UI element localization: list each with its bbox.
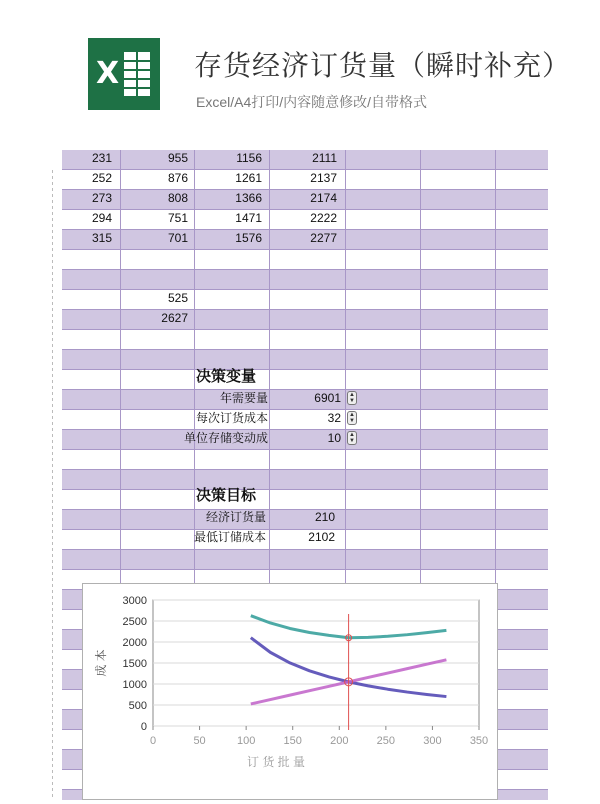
decision-var-label: 单位存储变动成 <box>183 431 268 445</box>
cell[interactable]: 2174 <box>310 191 337 205</box>
page-edge-divider <box>52 170 53 800</box>
cell[interactable]: 701 <box>167 231 188 245</box>
cell[interactable]: 525 <box>167 291 188 305</box>
decision-goal-value[interactable]: 210 <box>314 510 335 524</box>
spreadsheet-icon <box>124 52 150 96</box>
y-tick-label: 1500 <box>122 658 147 670</box>
y-tick-label: 3000 <box>122 595 147 607</box>
cell[interactable]: 231 <box>91 151 112 165</box>
x-tick-label: 300 <box>423 735 442 747</box>
cell[interactable]: 252 <box>91 171 112 185</box>
x-tick-label: 250 <box>376 735 396 747</box>
cell[interactable]: 876 <box>167 171 188 185</box>
cell[interactable]: 1576 <box>235 231 262 245</box>
decision-var-label: 每次订货成本 <box>195 411 268 425</box>
grid-row <box>62 350 548 370</box>
cell[interactable]: 2137 <box>310 171 337 185</box>
y-tick-label: 2000 <box>122 637 147 649</box>
x-tick-label: 0 <box>149 735 157 747</box>
cell[interactable]: 1471 <box>235 211 262 225</box>
grid-row <box>62 470 548 490</box>
cell[interactable]: 2627 <box>161 311 188 325</box>
decision-var-value[interactable]: 10 <box>327 431 341 445</box>
cell[interactable]: 1156 <box>236 151 262 165</box>
decision-goal-value[interactable]: 2102 <box>308 530 335 544</box>
spinner-control[interactable]: ▲ ▼ <box>347 391 357 405</box>
decision-goal-heading: 决策目标 <box>196 487 257 504</box>
grid-row <box>62 450 548 470</box>
grid-row <box>62 270 548 290</box>
x-tick-label: 200 <box>330 735 349 747</box>
x-axis-label: 订 货 批 量 <box>246 755 306 769</box>
decision-var-value[interactable]: 32 <box>327 411 341 425</box>
cell[interactable]: 273 <box>91 191 112 205</box>
cell[interactable]: 2222 <box>310 211 337 225</box>
cost-chart[interactable] <box>82 583 498 800</box>
y-tick-label: 500 <box>128 700 147 712</box>
spinner-control[interactable]: ▲ ▼ <box>347 411 357 425</box>
page-subtitle: Excel/A4打印/内容随意修改/自带格式 <box>196 94 428 110</box>
cell[interactable]: 2277 <box>310 231 337 245</box>
x-tick-label: 50 <box>193 735 206 747</box>
x-tick-label: 350 <box>469 735 489 747</box>
cell[interactable]: 1366 <box>235 191 262 205</box>
cell[interactable]: 955 <box>167 151 188 165</box>
x-tick-label: 100 <box>236 735 256 747</box>
decision-var-value[interactable]: 6901 <box>314 391 341 405</box>
grid-row <box>62 330 548 350</box>
y-axis-label: 成 本 <box>94 649 108 677</box>
decision-vars-heading: 决策变量 <box>196 368 257 385</box>
cost-chart-svg <box>83 584 497 799</box>
y-tick-label: 0 <box>140 721 147 733</box>
excel-logo <box>88 38 160 110</box>
preview-header <box>0 0 600 150</box>
cell[interactable]: 1261 <box>235 171 262 185</box>
cell[interactable]: 2111 <box>312 151 337 165</box>
grid-row <box>62 370 548 390</box>
cell[interactable]: 294 <box>91 211 112 225</box>
grid-row <box>62 550 548 570</box>
excel-logo-letter: X <box>96 56 120 91</box>
spinner-control[interactable]: ▲ ▼ <box>347 431 357 445</box>
decision-goal-label: 经济订货量 <box>205 510 266 524</box>
y-tick-label: 2500 <box>122 616 147 628</box>
y-tick-label: 1000 <box>122 679 147 691</box>
decision-goal-label: 最低订储成本 <box>193 530 266 544</box>
cell[interactable]: 808 <box>167 191 188 205</box>
decision-var-label: 年需要量 <box>219 391 268 405</box>
grid-row <box>62 250 548 270</box>
cell[interactable]: 751 <box>167 211 188 225</box>
x-tick-label: 150 <box>283 735 302 747</box>
cell[interactable]: 315 <box>91 231 112 245</box>
page-title: 存货经济订货量（瞬时补充） <box>194 50 572 81</box>
